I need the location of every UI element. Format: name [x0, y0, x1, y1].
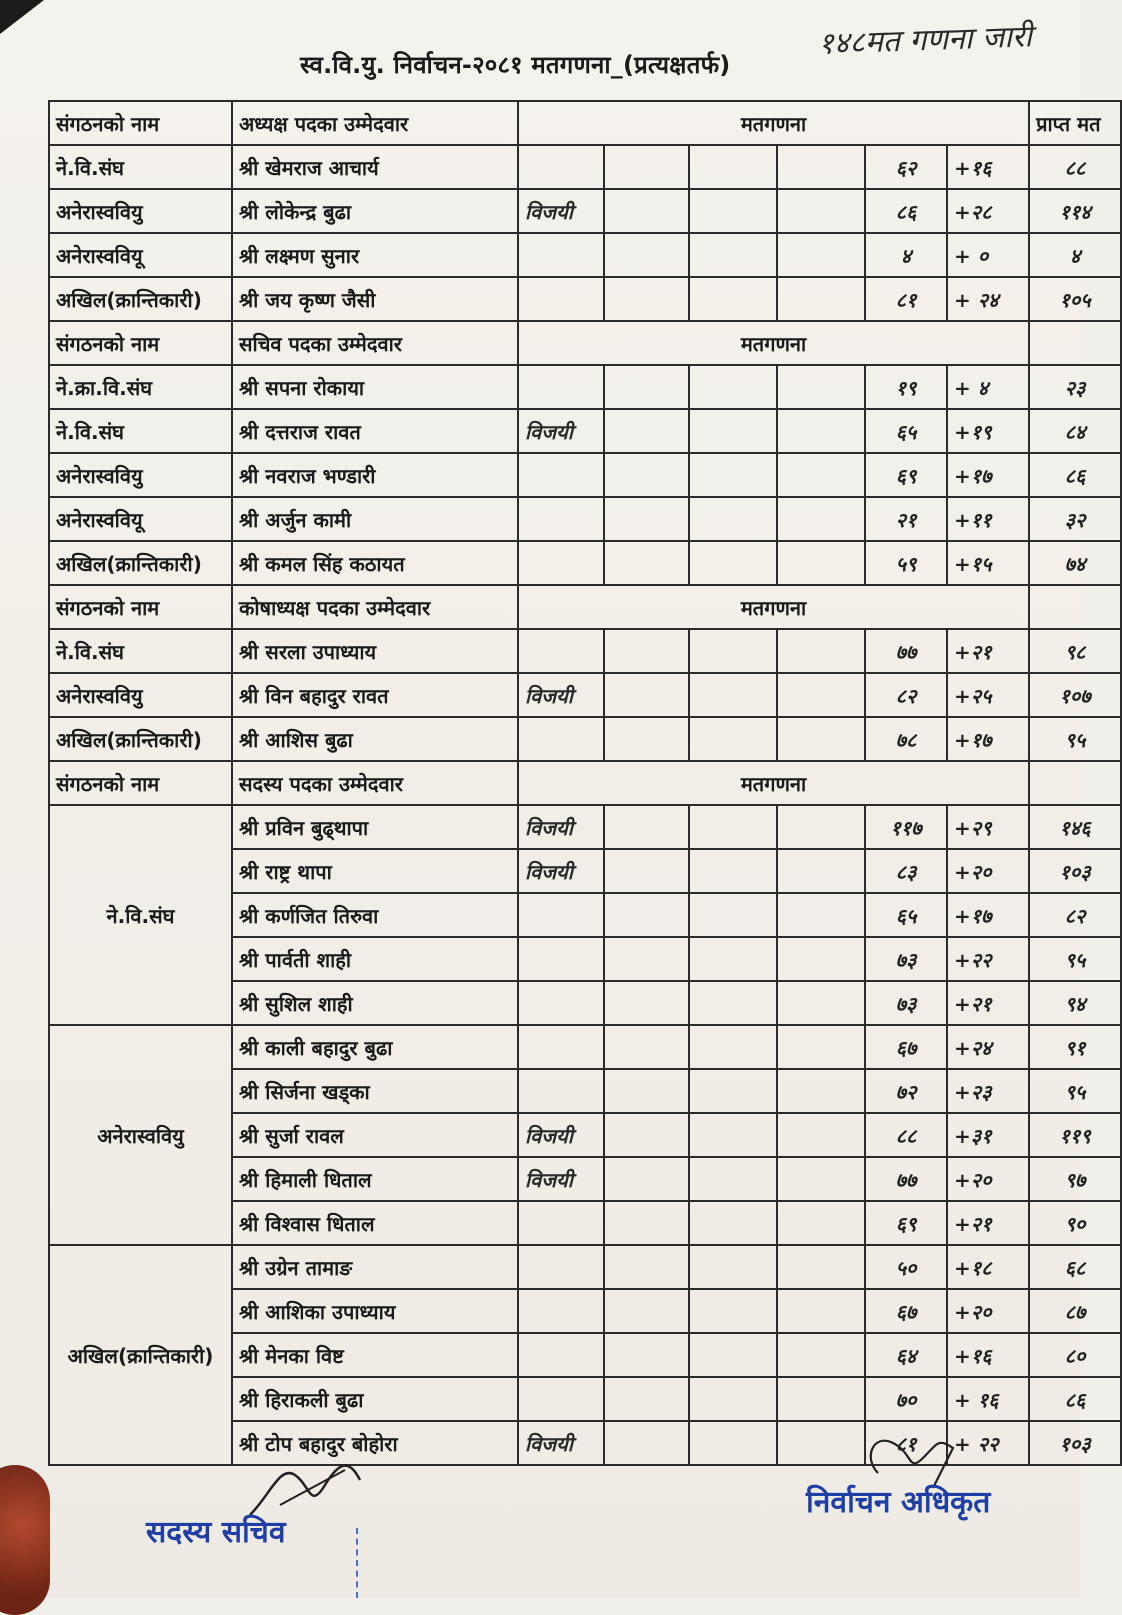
winner-mark: विजयी	[518, 189, 604, 233]
tally-cell	[604, 189, 689, 233]
count-round-1: ६५	[865, 409, 947, 453]
count-round-1: ६७	[865, 1289, 947, 1333]
total-votes: ९०	[1029, 1201, 1121, 1245]
tally-cell	[777, 1421, 865, 1465]
total-votes: ९५	[1029, 717, 1121, 761]
candidate-name: श्री लक्ष्मण सुनार	[232, 233, 518, 277]
tally-cell	[777, 453, 865, 497]
total-votes: ६८	[1029, 1245, 1121, 1289]
count-round-2: +१८	[947, 1245, 1029, 1289]
org-name: अनेरास्ववियु	[49, 673, 232, 717]
count-round-1: ८१	[865, 1421, 947, 1465]
count-round-1: ७३	[865, 937, 947, 981]
org-name: अनेरास्ववियु	[49, 453, 232, 497]
tally-cell	[777, 189, 865, 233]
election-officer-label: निर्वाचन अधिकृत	[806, 1485, 991, 1520]
count-column-header: मतगणना	[518, 585, 1029, 629]
tally-cell	[604, 233, 689, 277]
count-round-2: +२९	[947, 805, 1029, 849]
total-votes: १०७	[1029, 673, 1121, 717]
count-round-1: ७८	[865, 717, 947, 761]
candidate-name: श्री पार्वती शाही	[232, 937, 518, 981]
count-round-2: +२०	[947, 1157, 1029, 1201]
tally-cell	[604, 717, 689, 761]
total-votes: ११९	[1029, 1113, 1121, 1157]
total-votes: १०३	[1029, 849, 1121, 893]
tally-cell	[777, 541, 865, 585]
tally-cell	[689, 717, 777, 761]
total-votes: ८२	[1029, 893, 1121, 937]
count-round-1: ६९	[865, 453, 947, 497]
winner-mark: विजयी	[518, 673, 604, 717]
candidate-name: श्री टोप बहादुर बोहोरा	[232, 1421, 518, 1465]
tally-cell	[689, 1201, 777, 1245]
candidate-name: श्री अर्जुन कामी	[232, 497, 518, 541]
total-votes: ३२	[1029, 497, 1121, 541]
tally-cell	[689, 1069, 777, 1113]
count-round-2: +१६	[947, 145, 1029, 189]
received-column-header	[1029, 761, 1121, 805]
total-votes: १०३	[1029, 1421, 1121, 1465]
winner-mark: विजयी	[518, 1157, 604, 1201]
count-round-1: ७२	[865, 1069, 947, 1113]
winner-mark	[518, 937, 604, 981]
tally-cell	[604, 673, 689, 717]
tally-cell	[604, 805, 689, 849]
org-name: ने.वि.संघ	[49, 409, 232, 453]
tally-cell	[689, 937, 777, 981]
count-round-2: +१७	[947, 893, 1029, 937]
tally-cell	[689, 673, 777, 717]
total-votes: ८८	[1029, 145, 1121, 189]
position-header-row	[49, 585, 1121, 629]
tally-cell	[604, 145, 689, 189]
received-column-header: प्राप्त मत	[1029, 101, 1121, 145]
count-round-2: +२४	[947, 1025, 1029, 1069]
tally-cell	[777, 1245, 865, 1289]
count-round-2: + ०	[947, 233, 1029, 277]
winner-mark	[518, 1069, 604, 1113]
candidate-name: श्री मेनका विष्ट	[232, 1333, 518, 1377]
count-round-1: ८६	[865, 189, 947, 233]
total-votes: ९४	[1029, 981, 1121, 1025]
candidate-row	[49, 365, 1121, 409]
winner-mark	[518, 541, 604, 585]
tally-cell	[604, 541, 689, 585]
total-votes: ८०	[1029, 1333, 1121, 1377]
candidate-row	[49, 277, 1121, 321]
org-group-name: ने.वि.संघ	[49, 805, 232, 1025]
count-round-1: ८३	[865, 849, 947, 893]
member-secretary-label: सदस्य सचिव	[146, 1515, 286, 1550]
count-round-2: +२०	[947, 1289, 1029, 1333]
tally-cell	[777, 893, 865, 937]
winner-mark	[518, 629, 604, 673]
count-round-1: १९	[865, 365, 947, 409]
total-votes: ९८	[1029, 629, 1121, 673]
total-votes: ९१	[1029, 1025, 1121, 1069]
tally-cell	[689, 277, 777, 321]
winner-mark	[518, 893, 604, 937]
candidate-name: श्री कर्णजित तिरुवा	[232, 893, 518, 937]
tally-cell	[777, 937, 865, 981]
candidate-name: श्री दत्तराज रावत	[232, 409, 518, 453]
position-header: सचिव पदका उम्मेदवार	[232, 321, 518, 365]
thumb-shadow	[0, 1465, 50, 1615]
winner-mark	[518, 145, 604, 189]
count-round-1: ७०	[865, 1377, 947, 1421]
total-votes: ७४	[1029, 541, 1121, 585]
tally-cell	[604, 409, 689, 453]
tally-cell	[777, 717, 865, 761]
tally-cell	[689, 805, 777, 849]
org-name: ने.क्रा.वि.संघ	[49, 365, 232, 409]
candidate-name: श्री काली बहादुर बुढा	[232, 1025, 518, 1069]
tally-cell	[604, 1025, 689, 1069]
candidate-name: श्री प्रविन बुढ्थापा	[232, 805, 518, 849]
tally-cell	[604, 1333, 689, 1377]
winner-mark	[518, 453, 604, 497]
count-round-1: ८२	[865, 673, 947, 717]
tally-cell	[689, 453, 777, 497]
tally-cell	[777, 1377, 865, 1421]
candidate-name: श्री लोकेन्द्र बुढा	[232, 189, 518, 233]
org-column-header: संगठनको नाम	[49, 761, 232, 805]
tally-cell	[777, 1201, 865, 1245]
total-votes: १४६	[1029, 805, 1121, 849]
tally-cell	[777, 1025, 865, 1069]
count-round-1: ४	[865, 233, 947, 277]
folded-corner	[0, 0, 44, 34]
count-round-2: +१७	[947, 453, 1029, 497]
winner-mark	[518, 981, 604, 1025]
winner-mark	[518, 1289, 604, 1333]
tally-cell	[604, 277, 689, 321]
count-round-1: ६४	[865, 1333, 947, 1377]
total-votes: ९५	[1029, 937, 1121, 981]
tally-cell	[604, 1377, 689, 1421]
corner-handwritten-note: १४८मत गणना जारी	[817, 19, 1033, 62]
winner-mark	[518, 717, 604, 761]
tally-cell	[777, 981, 865, 1025]
tally-cell	[604, 497, 689, 541]
total-votes: १०५	[1029, 277, 1121, 321]
candidate-row	[49, 1025, 1121, 1069]
count-round-1: ६९	[865, 1201, 947, 1245]
count-round-1: ६७	[865, 1025, 947, 1069]
tally-cell	[777, 1333, 865, 1377]
org-name: अनेरास्ववियु	[49, 189, 232, 233]
candidate-row	[49, 629, 1121, 673]
candidate-name: श्री नवराज भण्डारी	[232, 453, 518, 497]
candidate-row	[49, 409, 1121, 453]
total-votes: ९७	[1029, 1157, 1121, 1201]
tally-cell	[777, 629, 865, 673]
tally-cell	[689, 1113, 777, 1157]
count-round-1: ६२	[865, 145, 947, 189]
count-round-1: ५९	[865, 541, 947, 585]
count-column-header: मतगणना	[518, 761, 1029, 805]
count-round-2: + १६	[947, 1377, 1029, 1421]
tally-cell	[604, 981, 689, 1025]
winner-mark	[518, 497, 604, 541]
position-header: अध्यक्ष पदका उम्मेदवार	[232, 101, 518, 145]
candidate-row	[49, 453, 1121, 497]
tally-cell	[604, 937, 689, 981]
candidate-name: श्री सिर्जना खड्का	[232, 1069, 518, 1113]
org-name: अनेरास्ववियू	[49, 233, 232, 277]
count-round-1: ७७	[865, 629, 947, 673]
org-column-header: संगठनको नाम	[49, 101, 232, 145]
position-header-row	[49, 101, 1121, 145]
candidate-name: श्री राष्ट्र थापा	[232, 849, 518, 893]
candidate-row	[49, 145, 1121, 189]
tally-cell	[689, 981, 777, 1025]
tally-cell	[604, 629, 689, 673]
count-round-2: +१६	[947, 1333, 1029, 1377]
winner-mark	[518, 1245, 604, 1289]
tally-cell	[689, 629, 777, 673]
candidate-row	[49, 189, 1121, 233]
org-group-name: अनेरास्ववियु	[49, 1025, 232, 1245]
winner-mark: विजयी	[518, 805, 604, 849]
candidate-row	[49, 717, 1121, 761]
tally-cell	[777, 409, 865, 453]
winner-mark: विजयी	[518, 849, 604, 893]
count-round-1: ७७	[865, 1157, 947, 1201]
total-votes: २३	[1029, 365, 1121, 409]
tally-cell	[604, 893, 689, 937]
count-round-2: +२३	[947, 1069, 1029, 1113]
tally-cell	[604, 1289, 689, 1333]
position-header: कोषाध्यक्ष पदका उम्मेदवार	[232, 585, 518, 629]
total-votes: ४	[1029, 233, 1121, 277]
candidate-row	[49, 1245, 1121, 1289]
total-votes: ९५	[1029, 1069, 1121, 1113]
tally-cell	[777, 365, 865, 409]
count-round-2: + २४	[947, 277, 1029, 321]
winner-mark	[518, 277, 604, 321]
winner-mark	[518, 365, 604, 409]
tally-cell	[689, 1289, 777, 1333]
candidate-row	[49, 805, 1121, 849]
candidate-name: श्री सुर्जा रावल	[232, 1113, 518, 1157]
total-votes: ८४	[1029, 409, 1121, 453]
tally-cell	[689, 497, 777, 541]
tally-cell	[689, 145, 777, 189]
tally-cell	[777, 849, 865, 893]
stamp-line	[356, 1528, 380, 1598]
candidate-name: श्री सुशिल शाही	[232, 981, 518, 1025]
received-column-header	[1029, 321, 1121, 365]
count-round-1: ८८	[865, 1113, 947, 1157]
tally-cell	[604, 1069, 689, 1113]
tally-cell	[777, 805, 865, 849]
page-title: स्व.वि.यु. निर्वाचन-२०८१ मतगणना_(प्रत्यक्षतर्फ)	[300, 51, 731, 79]
count-round-2: +२१	[947, 629, 1029, 673]
vote-count-table	[48, 100, 1122, 1466]
tally-cell	[689, 1421, 777, 1465]
count-round-2: +२१	[947, 1201, 1029, 1245]
tally-cell	[689, 1333, 777, 1377]
count-round-2: +२०	[947, 849, 1029, 893]
count-round-2: +१५	[947, 541, 1029, 585]
count-round-2: +२८	[947, 189, 1029, 233]
org-group-name: अखिल(क्रान्तिकारी)	[49, 1245, 232, 1465]
tally-cell	[689, 409, 777, 453]
total-votes: ८६	[1029, 453, 1121, 497]
winner-mark: विजयी	[518, 1421, 604, 1465]
count-round-2: + ४	[947, 365, 1029, 409]
position-header-row	[49, 321, 1121, 365]
tally-cell	[689, 1245, 777, 1289]
candidate-row	[49, 673, 1121, 717]
winner-mark: विजयी	[518, 1113, 604, 1157]
candidate-name: श्री विश्वास धिताल	[232, 1201, 518, 1245]
org-name: अनेरास्ववियू	[49, 497, 232, 541]
candidate-name: श्री विन बहादुर रावत	[232, 673, 518, 717]
tally-cell	[604, 1157, 689, 1201]
tally-cell	[777, 1289, 865, 1333]
tally-cell	[604, 1113, 689, 1157]
tally-cell	[777, 1157, 865, 1201]
candidate-name: श्री जय कृष्ण जैसी	[232, 277, 518, 321]
count-round-2: +२२	[947, 937, 1029, 981]
position-header-row	[49, 761, 1121, 805]
winner-mark	[518, 1333, 604, 1377]
count-round-2: +१९	[947, 409, 1029, 453]
count-round-1: २१	[865, 497, 947, 541]
tally-cell	[777, 1113, 865, 1157]
count-round-2: +१७	[947, 717, 1029, 761]
tally-cell	[604, 453, 689, 497]
received-column-header	[1029, 585, 1121, 629]
tally-cell	[689, 1025, 777, 1069]
count-round-1: ७३	[865, 981, 947, 1025]
winner-mark: विजयी	[518, 409, 604, 453]
count-round-2: +२५	[947, 673, 1029, 717]
candidate-row	[49, 497, 1121, 541]
count-round-2: +३१	[947, 1113, 1029, 1157]
candidate-name: श्री कमल सिंह कठायत	[232, 541, 518, 585]
tally-cell	[689, 365, 777, 409]
org-name: अखिल(क्रान्तिकारी)	[49, 717, 232, 761]
position-header: सदस्य पदका उम्मेदवार	[232, 761, 518, 805]
org-name: ने.वि.संघ	[49, 629, 232, 673]
org-name: अखिल(क्रान्तिकारी)	[49, 277, 232, 321]
tally-cell	[604, 1421, 689, 1465]
tally-cell	[777, 277, 865, 321]
winner-mark	[518, 1201, 604, 1245]
winner-mark	[518, 1377, 604, 1421]
winner-mark	[518, 1025, 604, 1069]
candidate-name: श्री आशिस बुढा	[232, 717, 518, 761]
tally-cell	[604, 849, 689, 893]
count-column-header: मतगणना	[518, 321, 1029, 365]
candidate-name: श्री उग्रेन तामाङ	[232, 1245, 518, 1289]
total-votes: ११४	[1029, 189, 1121, 233]
count-column-header: मतगणना	[518, 101, 1029, 145]
count-round-1: ११७	[865, 805, 947, 849]
winner-mark	[518, 233, 604, 277]
tally-cell	[689, 189, 777, 233]
candidate-name: श्री हिमाली धिताल	[232, 1157, 518, 1201]
tally-cell	[777, 145, 865, 189]
candidate-row	[49, 541, 1121, 585]
org-name: अखिल(क्रान्तिकारी)	[49, 541, 232, 585]
candidate-name: श्री खेमराज आचार्य	[232, 145, 518, 189]
org-column-header: संगठनको नाम	[49, 321, 232, 365]
count-round-1: ५०	[865, 1245, 947, 1289]
tally-cell	[689, 849, 777, 893]
tally-cell	[604, 1245, 689, 1289]
count-round-2: +२१	[947, 981, 1029, 1025]
tally-cell	[777, 497, 865, 541]
candidate-row	[49, 233, 1121, 277]
tally-cell	[777, 1069, 865, 1113]
candidate-name: श्री आशिका उपाध्याय	[232, 1289, 518, 1333]
tally-cell	[777, 233, 865, 277]
count-round-2: + २२	[947, 1421, 1029, 1465]
tally-cell	[777, 673, 865, 717]
total-votes: ८७	[1029, 1289, 1121, 1333]
candidate-name: श्री सरला उपाध्याय	[232, 629, 518, 673]
tally-cell	[604, 365, 689, 409]
tally-cell	[689, 893, 777, 937]
count-round-1: ८१	[865, 277, 947, 321]
tally-cell	[689, 1157, 777, 1201]
org-name: ने.वि.संघ	[49, 145, 232, 189]
tally-cell	[689, 541, 777, 585]
count-round-1: ६५	[865, 893, 947, 937]
tally-cell	[604, 1201, 689, 1245]
count-round-2: +११	[947, 497, 1029, 541]
org-column-header: संगठनको नाम	[49, 585, 232, 629]
candidate-name: श्री हिराकली बुढा	[232, 1377, 518, 1421]
total-votes: ८६	[1029, 1377, 1121, 1421]
tally-cell	[689, 1377, 777, 1421]
candidate-name: श्री सपना रोकाया	[232, 365, 518, 409]
tally-cell	[689, 233, 777, 277]
